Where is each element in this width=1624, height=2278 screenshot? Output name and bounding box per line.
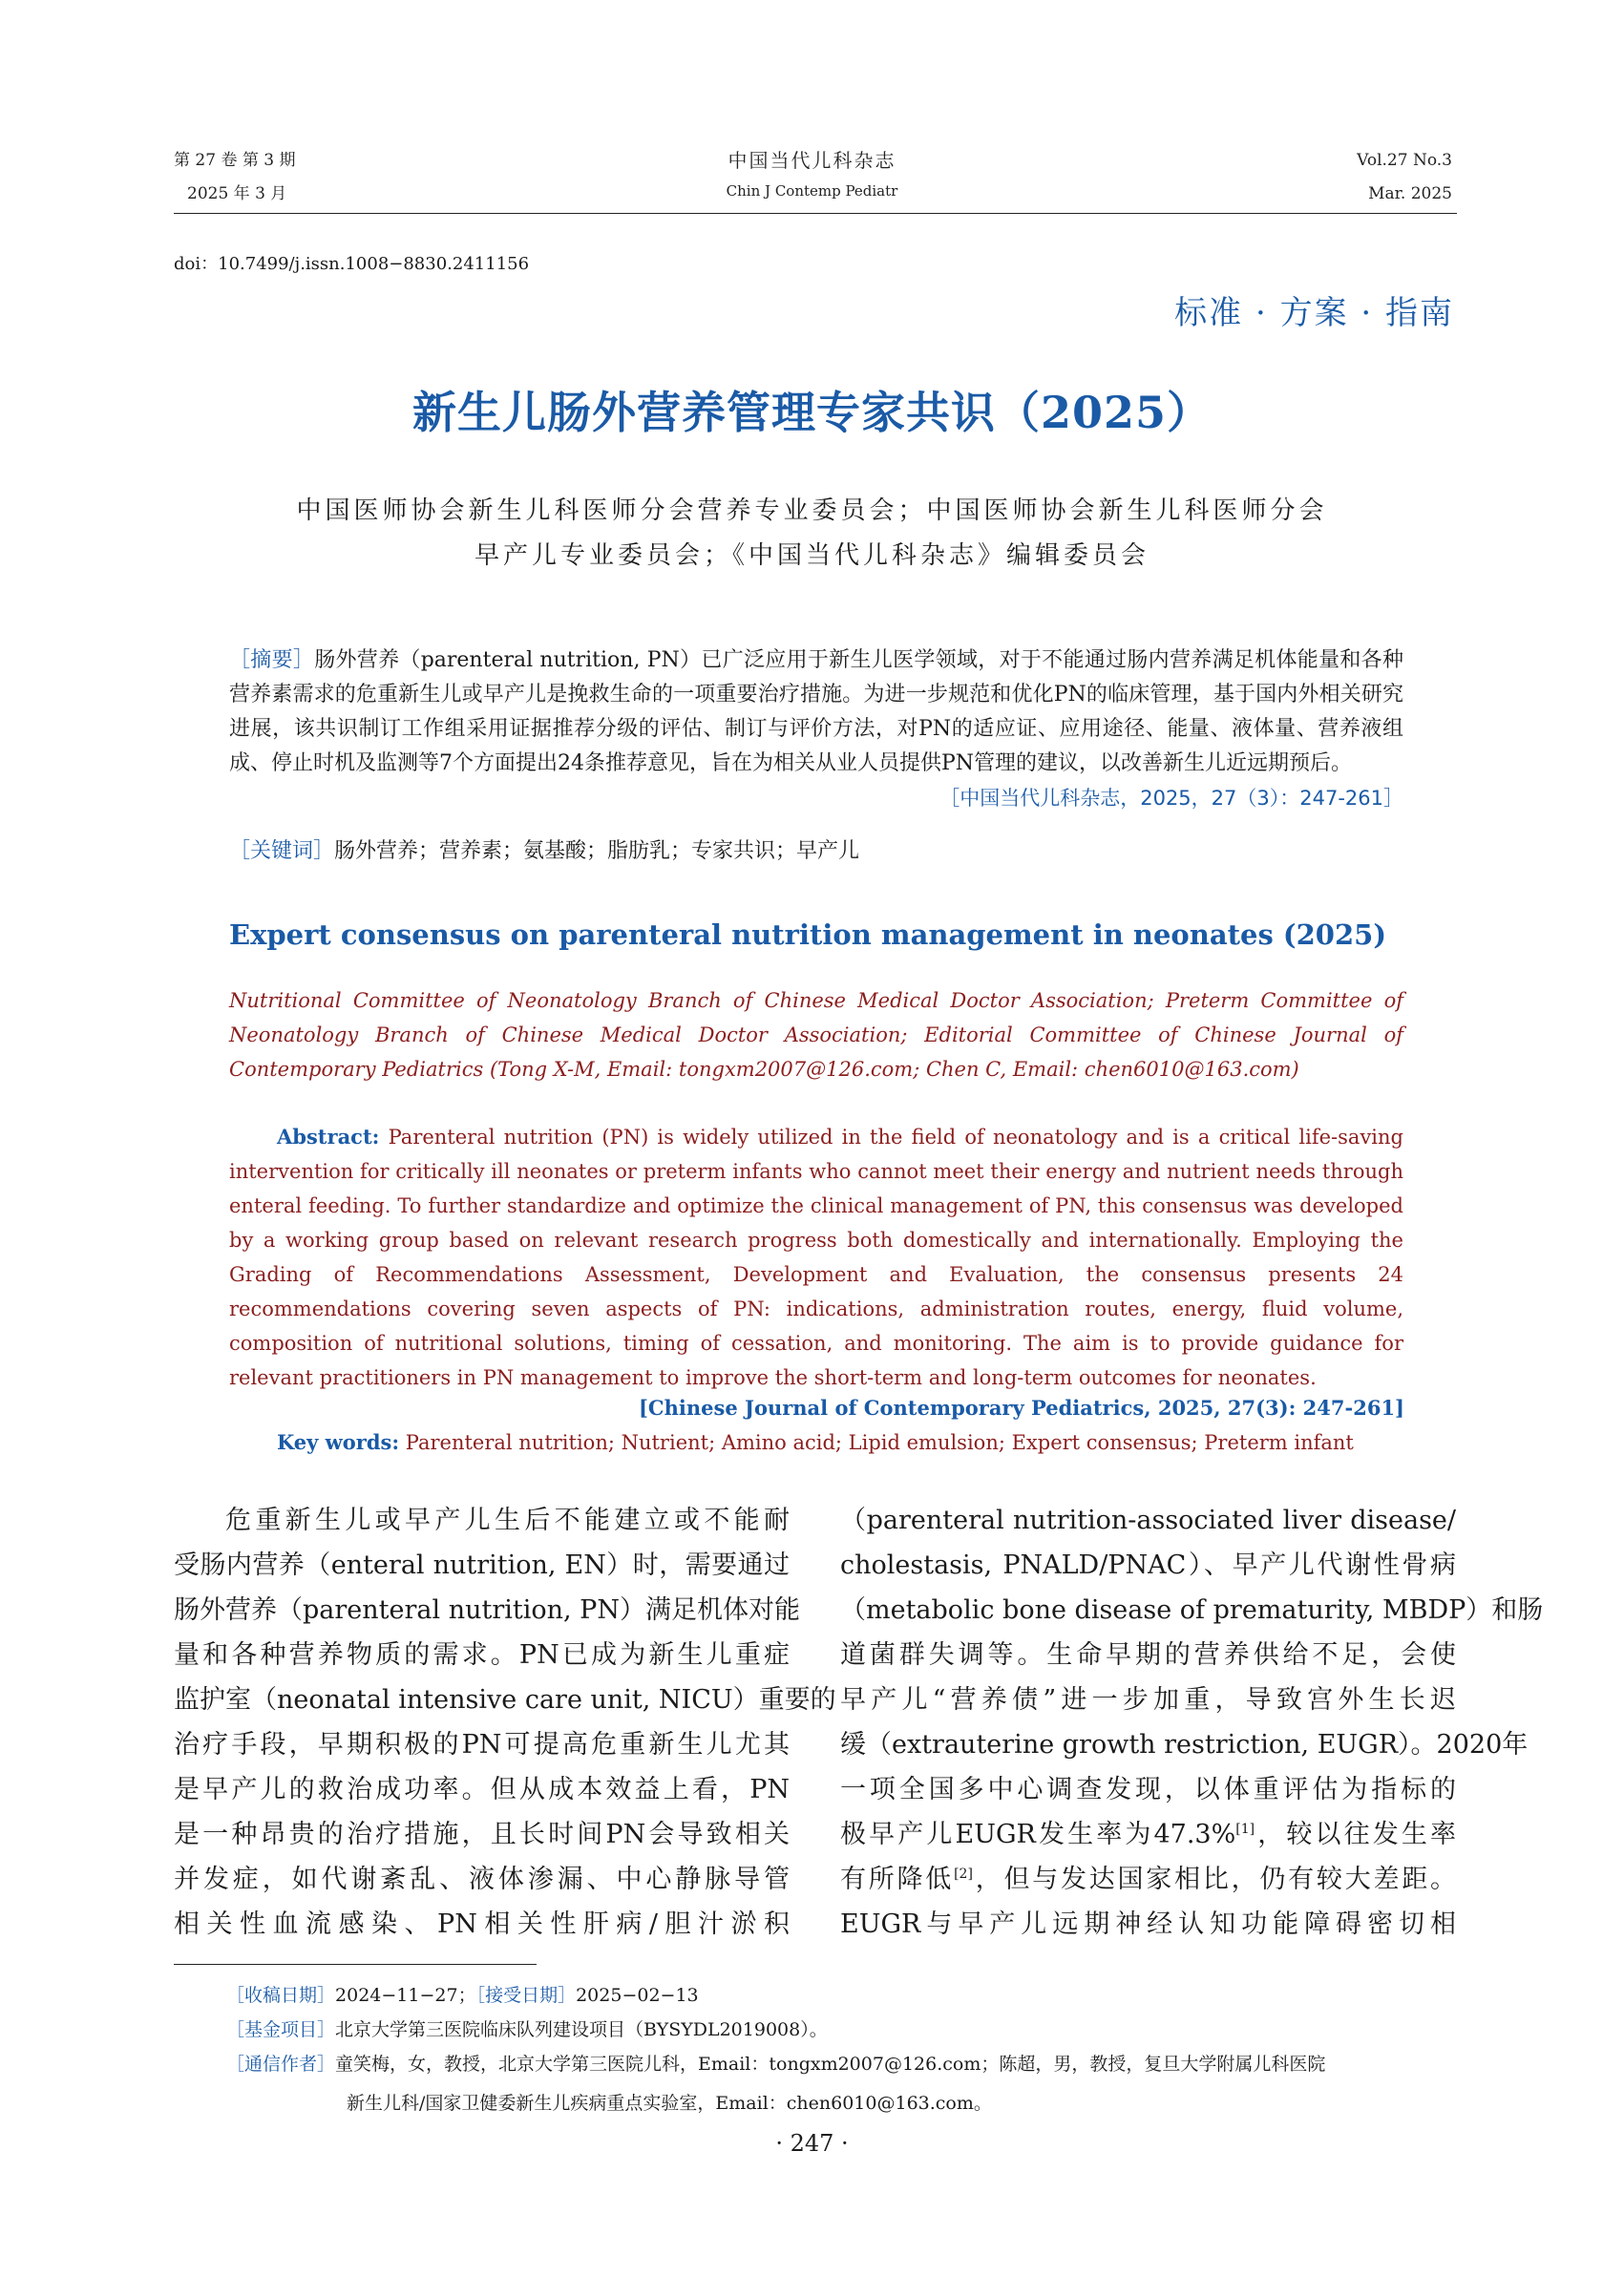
doi: doi：10.7499/j.issn.1008−8830.2411156: [174, 254, 530, 274]
article-title-en: Expert consensus on parenteral nutrition management in neonates (2025): [229, 918, 1387, 951]
body-line: 道菌群失调等。生命早期的营养供给不足，会使: [840, 1640, 1456, 1670]
received-date: 2024−11−27；: [335, 1985, 476, 2006]
body-line: 是早产儿的救治成功率。但从成本效益上看，PN: [174, 1775, 790, 1804]
footnote-correspondence: [226, 2048, 1458, 2080]
body-line: 缓（extrauterine growth restriction, EUGR）。2020年: [840, 1730, 1529, 1760]
keywords-zh-text: 肠外营养；营养素；氨基酸；脂肪乳；专家共识；早产儿: [334, 839, 860, 863]
authors-line-1: 中国医师协会新生儿科医师分会营养专业委员会；中国医师协会新生儿科医师分会: [296, 496, 1328, 525]
section-tag: 标准 · 方案 · 指南: [1174, 294, 1454, 332]
body-line: 肠外营养（parenteral nutrition, PN）满足机体对能: [174, 1595, 800, 1625]
body-text: ，但与发达国家相比，仍有较大差距。: [972, 1865, 1456, 1894]
corr-label: ［通信作者］: [226, 2054, 336, 2075]
body-line: 治疗手段，早期积极的PN可提高危重新生儿尤其: [174, 1730, 790, 1760]
body-column-left: [174, 1498, 836, 1947]
header-volume-zh: 第 27 卷 第 3 期: [174, 151, 296, 170]
body-line: 相关性血流感染、PN相关性肝病/胆汁淤积: [174, 1909, 790, 1939]
body-column-right: [840, 1498, 1544, 1947]
corr-line-1: 童笑梅，女，教授，北京大学第三医院儿科，Email：tongxm2007@126.com；陈超，男，教授，复旦大学附属儿科医院: [335, 2054, 1326, 2075]
footnote-rule: [174, 1964, 537, 1965]
abstract-zh-citation: ［中国当代儿科杂志，2025，27（3）：247-261］: [939, 787, 1403, 810]
body-line-with-ref: [840, 1857, 1456, 1902]
accepted-label: ［接受日期］: [475, 1985, 577, 2006]
body-line: cholestasis, PNALD/PNAC）、早产儿代谢性骨病: [840, 1550, 1456, 1580]
keywords-zh-label: ［关键词］: [229, 839, 335, 863]
body-line-with-ref: [840, 1812, 1456, 1857]
keywords-zh: [229, 834, 1403, 869]
body-line: （metabolic bone disease of prematurity, MBDP）和肠: [840, 1595, 1544, 1625]
body-line: 早产儿“营养债”进一步加重，导致宫外生长迟: [840, 1685, 1456, 1715]
body-line: EUGR与早产儿远期神经认知功能障碍密切相: [840, 1909, 1456, 1939]
reference-2: [2]: [954, 1867, 973, 1882]
header-volume-en: Vol.27 No.3: [1357, 151, 1452, 170]
abstract-en: [229, 1120, 1403, 1395]
body-line: 并发症，如代谢紊乱、液体渗漏、中心静脉导管: [174, 1865, 790, 1894]
header-date-zh: 2025 年 3 月: [187, 184, 287, 203]
header-journal-zh: 中国当代儿科杂志: [728, 149, 896, 172]
body-line: 受肠内营养（enteral nutrition, EN）时，需要通过: [174, 1550, 790, 1580]
accepted-date: 2025−02−13: [576, 1985, 699, 2006]
corr-line-2: 新生儿科/国家卫健委新生儿疾病重点实验室，Email：chen6010@163.com。: [347, 2093, 992, 2114]
header-journal-en: Chin J Contemp Pediatr: [726, 182, 898, 200]
header-rule: [174, 213, 1457, 214]
body-line: 监护室（neonatal intensive care unit, NICU）重要的: [174, 1685, 836, 1715]
keywords-en-label: Key words:: [277, 1430, 400, 1454]
body-line: 是一种昂贵的治疗措施，且长时间PN会导致相关: [174, 1820, 790, 1849]
page-number: · 247 ·: [775, 2130, 849, 2157]
body-line: （parenteral nutrition-associated liver disease/: [840, 1506, 1456, 1535]
abstract-zh-label: ［摘要］: [229, 648, 315, 672]
reference-1: [1]: [1235, 1822, 1255, 1837]
keywords-en-text: Parenteral nutrition; Nutrient; Amino acid; Lipid emulsion; Expert consensus; Preterm infant: [405, 1431, 1354, 1454]
fund-text: 北京大学第三医院临床队列建设项目（BYSYDL2019008）。: [335, 2019, 828, 2040]
body-text: ，较以往发生率: [1255, 1820, 1457, 1849]
abstract-zh-text: 肠外营养（parenteral nutrition, PN）已广泛应用于新生儿医学领域，对于不能通过肠内营养满足机体能量和各种营养素需求的危重新生儿或早产儿是挽救生命的一项重要治疗措施。为进一步规范和优化PN的临床管理，基于国内外相关研究进展，该共识制订工作组采用证据推荐分级的评估、制订与评价方法，对PN的适应证、应用途径、能量、液体量、营养液组成、停止时机及监测等7个方面提出24条推荐意见，旨在为相关从业人员提供PN管理的建议，以改善新生儿近远期预后。: [229, 648, 1403, 775]
fund-label: ［基金项目］: [226, 2019, 336, 2040]
body-line: 一项全国多中心调查发现，以体重评估为指标的: [840, 1775, 1456, 1804]
body-text: 极早产儿EUGR发生率为47.3%: [840, 1820, 1236, 1849]
body-text: 有所降低: [840, 1865, 955, 1894]
footnote-dates: [226, 1979, 1458, 2012]
article-title-zh: 新生儿肠外营养管理专家共识（2025）: [411, 387, 1213, 438]
abstract-zh: [229, 643, 1403, 815]
affiliation-en: Nutritional Committee of Neonatology Branch of Chinese Medical Doctor Association; Preterm Committee of Neonatology Branch of Chinese Medical Doctor Association; Editorial Committee of Chinese Journal of Contemporary Pediatrics (Tong X-M, Email: tongxm2007@126.com; Chen C, Email: chen6010@163.com): [229, 989, 1403, 1081]
abstract-en-label: Abstract:: [277, 1125, 380, 1149]
abstract-en-citation: [Chinese Journal of Contemporary Pediatrics, 2025, 27(3): 247-261]: [638, 1396, 1404, 1420]
body-line: 危重新生儿或早产儿生后不能建立或不能耐: [225, 1506, 790, 1535]
keywords-en: [277, 1430, 1354, 1454]
body-line: 量和各种营养物质的需求。PN已成为新生儿重症: [174, 1640, 790, 1670]
received-label: ［收稿日期］: [226, 1985, 336, 2006]
abstract-en-text: Parenteral nutrition (PN) is widely utilized in the field of neonatology and is a critical life-saving intervention for critically ill neonates or preterm infants who cannot meet their energy and nutrient needs through enteral feeding. To further standardize and optimize the clinical management of PN, this consensus was developed by a working group based on relevant research progress both domestically and internationally. Employing the Grading of Recommendations Assessment, Development and Evaluation, the consensus presents 24 recommendations covering seven aspects of PN: indications, administration routes, energy, fluid volume, composition of nutritional solutions, timing of cessation, and monitoring. The aim is to provide guidance for relevant practitioners in PN management to improve the short-term and long-term outcomes for neonates.: [229, 1126, 1403, 1389]
authors-line-2: 早产儿专业委员会；《中国当代儿科杂志》编辑委员会: [474, 541, 1149, 570]
footnote-fund: [226, 2014, 1458, 2046]
header-date-en: Mar. 2025: [1368, 184, 1452, 203]
